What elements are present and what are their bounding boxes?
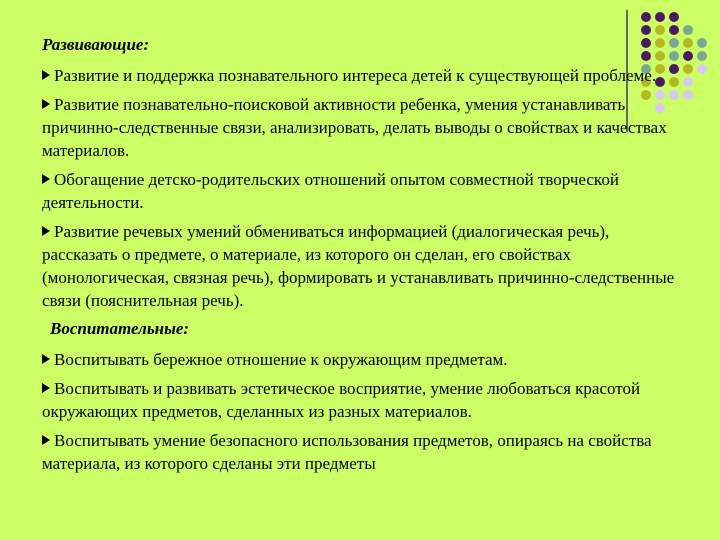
list-item: Развитие познавательно-поисковой активности ребенка, умения устанавливать причинно-следственные связи, анализировать, делать выводы о свойствах и качествах материалов. <box>42 95 667 160</box>
list-item: Развитие речевых умений обмениваться информацией (диалогическая речь), рассказать о предмете, о материале, из которого он сделан, его свойствах (монологическая, связная речь), формировать и устанавливать причинно-следственные связи (пояснительная речь). <box>42 222 675 310</box>
heading-developing: Развивающие: <box>42 35 150 54</box>
arrow-bullet-icon <box>42 70 50 80</box>
decorative-dot <box>683 38 693 48</box>
decorative-dot <box>655 12 665 22</box>
heading-educational: Воспитательные: <box>50 319 190 338</box>
arrow-bullet-icon <box>42 174 50 184</box>
decorative-dot <box>683 25 693 35</box>
decorative-dot <box>669 12 679 22</box>
list-item: Обогащение детско-родительских отношений опытом совместной творческой деятельности. <box>42 170 619 212</box>
arrow-bullet-icon <box>42 435 50 445</box>
list-item: Воспитывать бережное отношение к окружающим предметам. <box>42 348 682 371</box>
decorative-dot <box>641 12 651 22</box>
decorative-dot <box>697 51 707 61</box>
decorative-dot <box>683 64 693 74</box>
arrow-bullet-icon <box>42 354 50 364</box>
decorative-dot <box>683 90 693 100</box>
arrow-bullet-icon <box>42 226 50 236</box>
decorative-dot <box>697 64 707 74</box>
list-item: Развитие и поддержка познавательного интереса детей к существующей проблеме. <box>42 64 682 87</box>
list-item: Воспитывать и развивать эстетическое восприятие, умение любоваться красотой окружающих предметов, сделанных из разных материалов. <box>42 379 641 421</box>
arrow-bullet-icon <box>42 99 50 109</box>
decorative-dot <box>683 77 693 87</box>
decorative-dot <box>697 38 707 48</box>
list-item: Воспитывать умение безопасного использования предметов, опираясь на свойства материала, из которого сделаны эти предметы <box>42 431 652 473</box>
decorative-dot <box>683 51 693 61</box>
arrow-bullet-icon <box>42 383 50 393</box>
slide-content <box>42 34 682 481</box>
